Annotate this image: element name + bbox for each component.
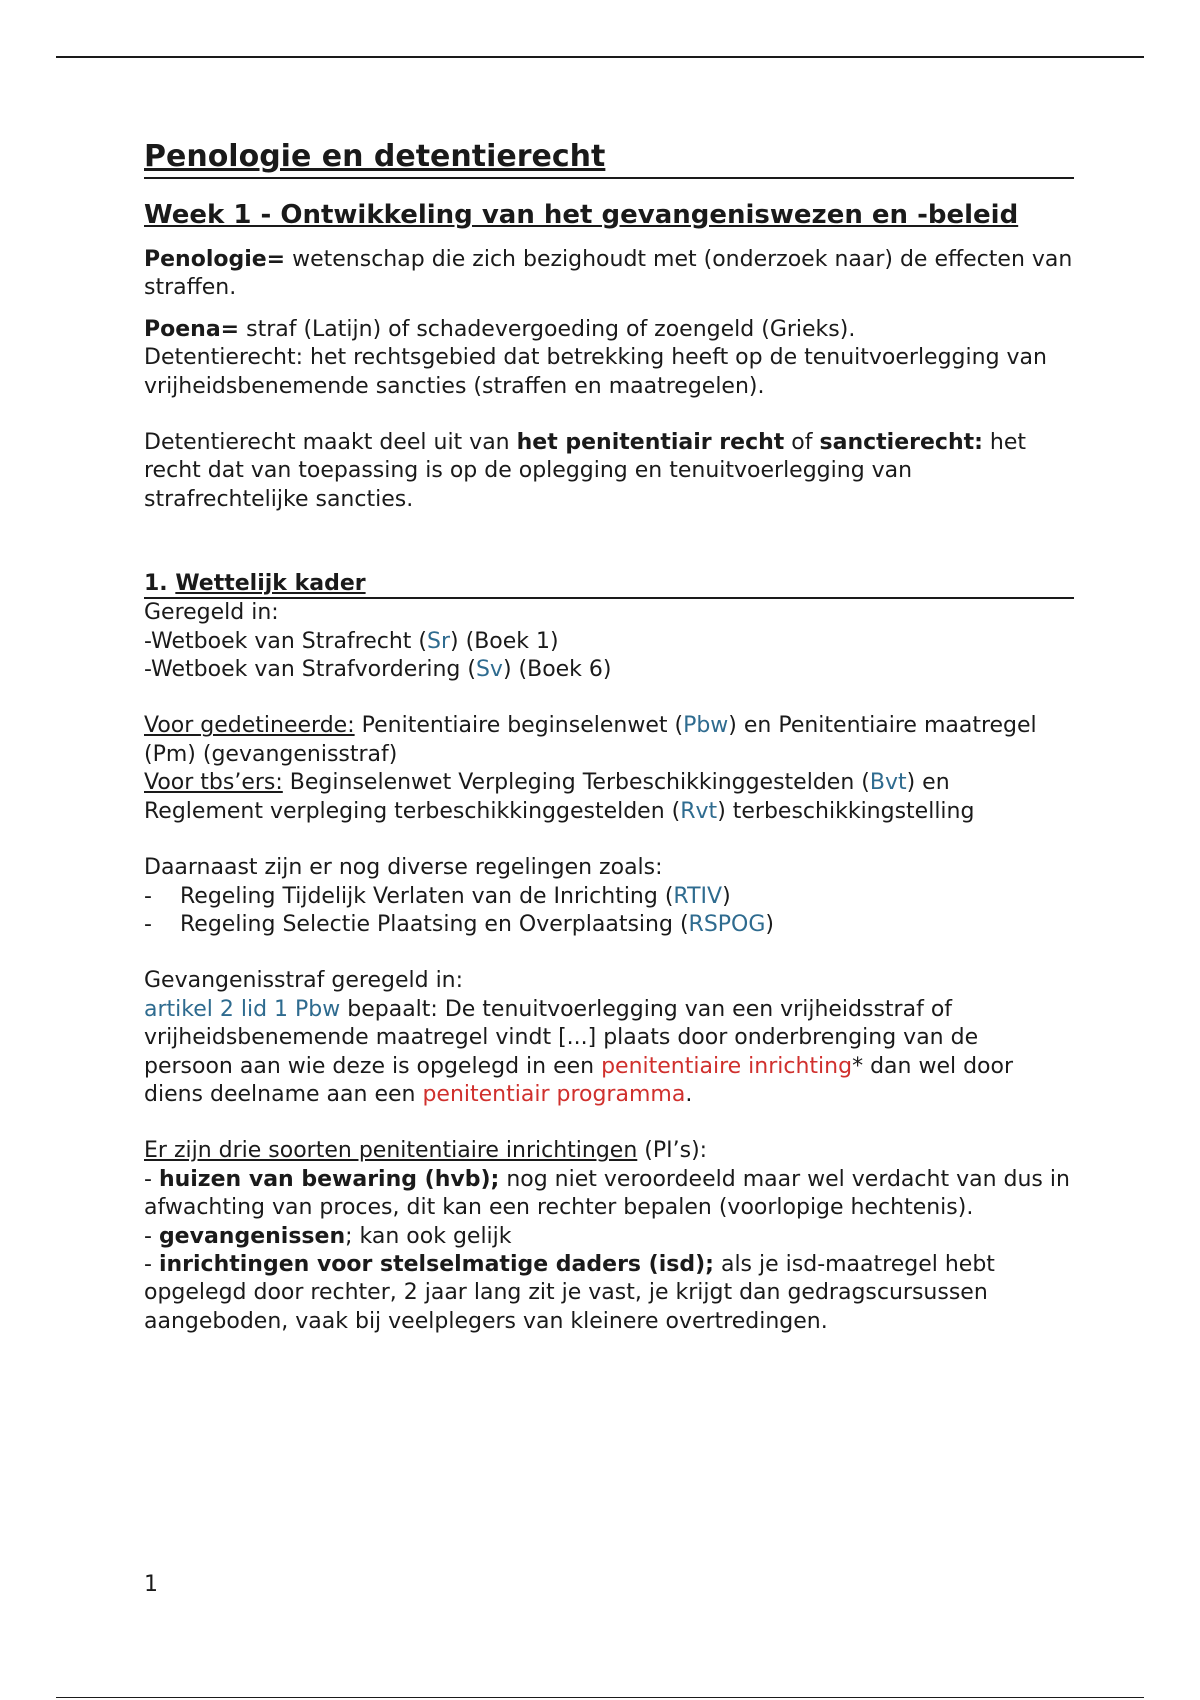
week-heading: Week 1 - Ontwikkeling van het gevangeniswezen en -beleid [144,200,1019,230]
header-rule [56,56,1144,58]
law-pbw: Voor gedetineerde: Penitentiaire beginselenwet (Pbw) en Penitentiaire maatregel [144,713,1037,739]
section-heading-wettelijk-kader: 1. Wettelijk kader [144,570,1074,599]
regulated-intro: Geregeld in: [144,600,279,626]
law-sv: -Wetboek van Strafvordering (Sv) (Boek 6) [144,657,612,683]
footer-rule [56,1697,1144,1698]
prison-intro: Gevangenisstraf geregeld in: [144,968,464,994]
list-item: - inrichtingen voor stelselmatige daders (isd); als je isd-maatregel hebt opgelegd door rechter, 2 jaar lang zit je vast, je krijgt dan gedragscursussen aangeboden, vaak bij veelplegers van kleinere overtredingen. [144,1251,995,1334]
list-item: - Regeling Selectie Plaatsing en Overplaatsing (RSPOG) [144,911,775,937]
list-item: - huizen van bewaring (hvb); nog niet veroordeeld maar wel verdacht van dus in afwachting van proces, dit kan een rechter bepalen (voorlopige hechtenis). [144,1166,1070,1221]
other-regulations-intro: Daarnaast zijn er nog diverse regelingen zoals: [144,855,663,881]
detentierecht-paragraph: Detentierecht maakt deel uit van het penitentiair recht of sanctierecht: het recht dat van toepassing is op de oplegging en tenuitvoerlegging van strafrechtelijke sancties. [144,430,1027,512]
list-item: - Regeling Tijdelijk Verlaten van de Inrichting (RTIV) [144,883,731,909]
term-penologie: Penologie= [144,247,286,272]
law-bvt: Voor tbs’ers: Beginselenwet Verpleging Terbeschikkinggestelden (Bvt) en [144,770,950,796]
pi-intro: Er zijn drie soorten penitentiaire inrichtingen (PI’s): [144,1138,708,1164]
penologie-definition: Penologie= wetenschap die zich bezighoudt met (onderzoek naar) de effecten van straffen. [144,247,1073,301]
document-page [144,138,1074,1336]
page-number: 1 [144,1572,158,1597]
list-item: - gevangenissen; kan ook gelijk [144,1223,512,1249]
law-sr: -Wetboek van Strafrecht (Sr) (Boek 1) [144,628,559,654]
poena-definition: Poena= straf (Latijn) of schadevergoeding of zoengeld (Grieks). Detentierecht: het rechtsgebied dat betrekking heeft op de tenuitvoerlegging van vrijheidsbenemende sancties (straffen en maatregelen). [144,316,1047,399]
article-paragraph: artikel 2 lid 1 Pbw bepaalt: De tenuitvoerlegging van een vrijheidsstraf of vrijheidsbenemende maatregel vindt [...] plaats door onderbrenging van de persoon aan wie deze is opgelegd in een penitentiaire inrichting* dan wel door diens deelname aan een penitentiair programma. [144,996,1014,1107]
term-poena: Poena= [144,316,240,342]
document-title: Penologie en detentierecht [144,138,1074,179]
article-reference: artikel 2 lid 1 Pbw [144,996,341,1022]
law-rvt: Reglement verpleging terbeschikkinggestelden (Rvt) terbeschikkingstelling [144,798,975,824]
law-pm: (Pm) (gevangenisstraf) [144,741,398,767]
